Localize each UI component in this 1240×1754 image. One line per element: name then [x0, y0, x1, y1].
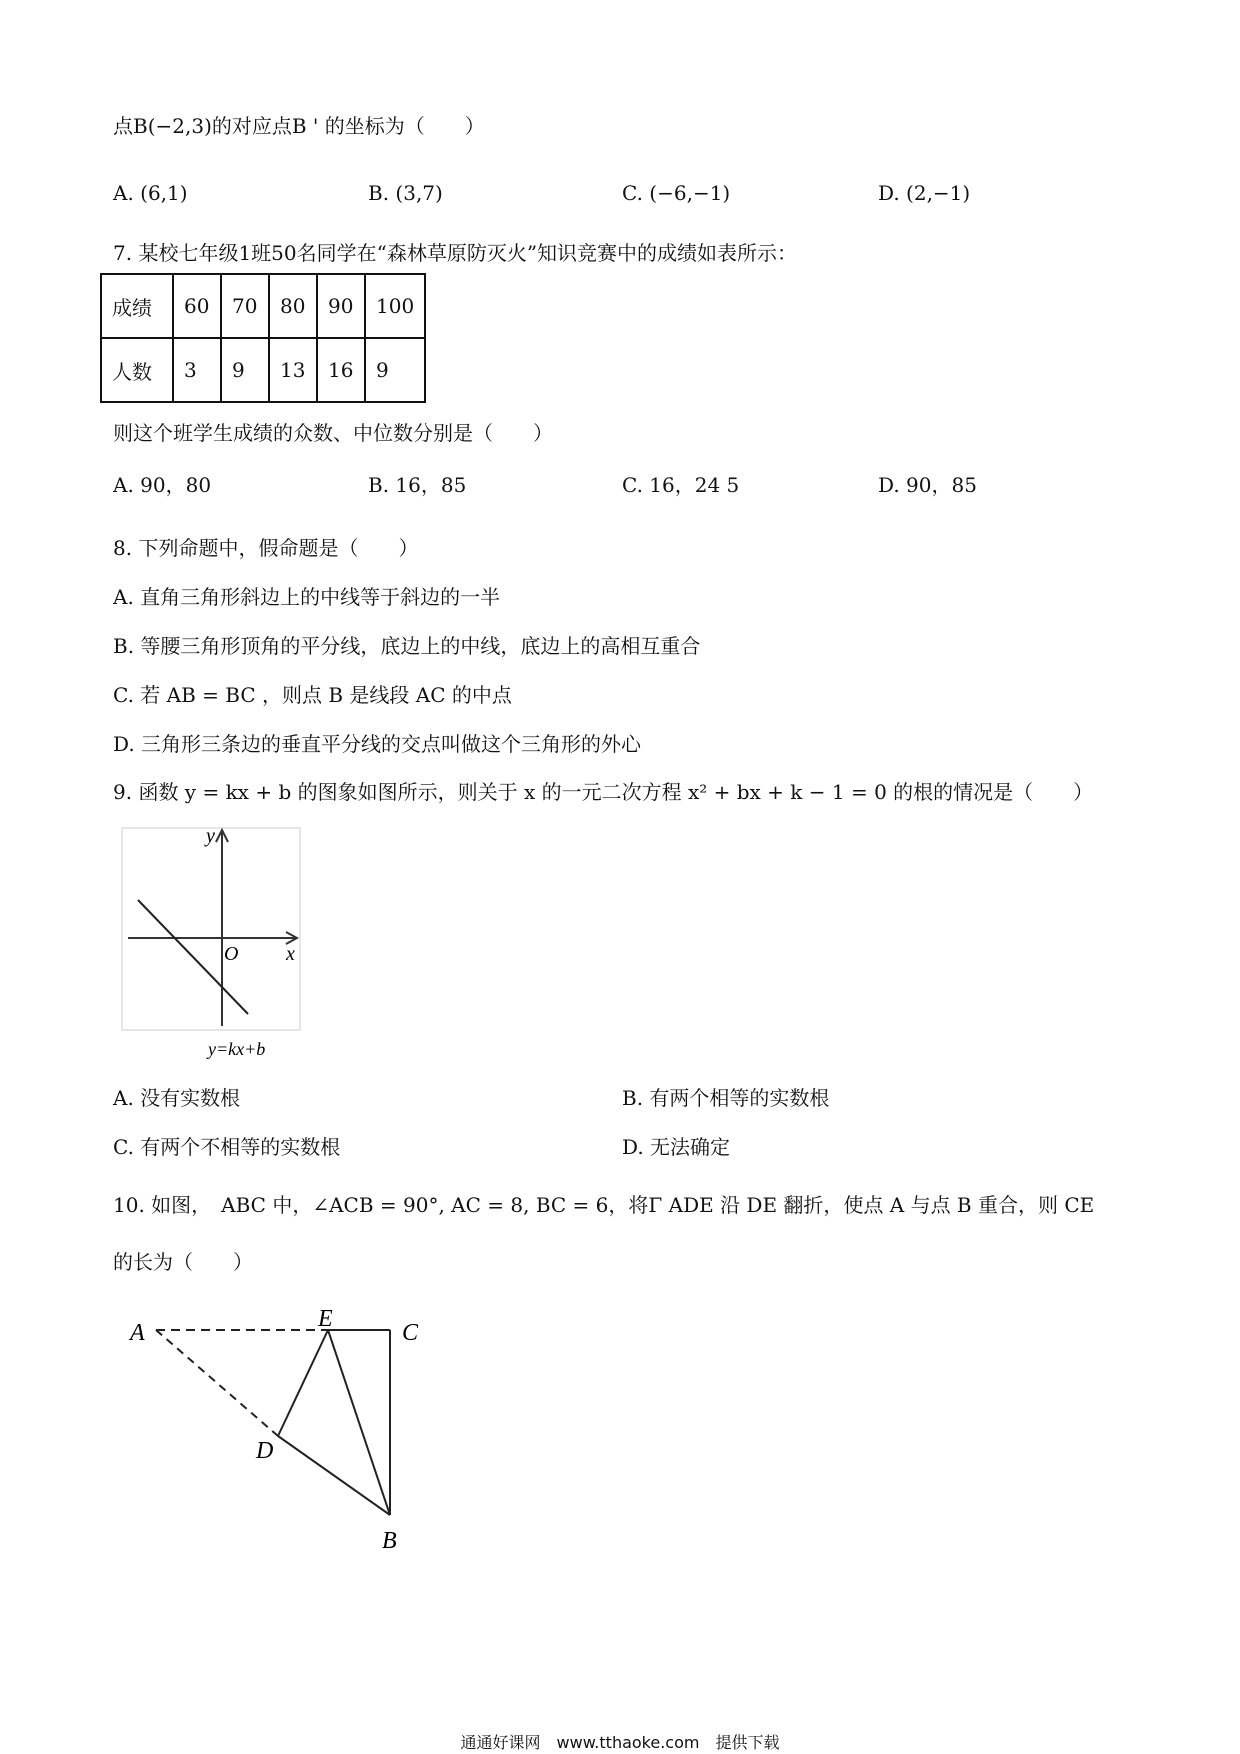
graph-frame [122, 828, 300, 1030]
q7-option-b: B. 16，85 [368, 473, 467, 497]
q6-option-d: D. (2,−1) [878, 181, 971, 205]
table-cell: 13 [269, 338, 317, 402]
q9-option-d: D. 无法确定 [622, 1135, 731, 1159]
table-cell: 人数 [101, 338, 173, 402]
q9-option-c: C. 有两个不相等的实数根 [113, 1135, 341, 1159]
x-axis-label: x [286, 943, 295, 965]
segment-ad-dashed [156, 1330, 278, 1436]
q8-option-d: D. 三角形三条边的垂直平分线的交点叫做这个三角形的外心 [113, 732, 642, 756]
point-e-label: E [318, 1306, 333, 1332]
point-a-label: A [130, 1320, 145, 1346]
table-cell: 16 [317, 338, 365, 402]
graph-caption: y=kx+b [208, 1039, 266, 1059]
table-cell: 100 [365, 274, 425, 338]
table-cell: 60 [173, 274, 221, 338]
page-footer: 通通好课网 www.tthaoke.com 提供下载 [460, 1733, 780, 1752]
segment-eb [328, 1330, 390, 1515]
q7-option-c: C. 16，24 5 [622, 473, 740, 497]
q9-option-b: B. 有两个相等的实数根 [622, 1086, 830, 1110]
table-cell: 成绩 [101, 274, 173, 338]
q6-option-b: B. (3,7) [368, 181, 443, 205]
q7-option-a: A. 90，80 [113, 473, 212, 497]
q7-score-table [100, 273, 426, 403]
table-row [101, 338, 425, 402]
q7-option-d: D. 90，85 [878, 473, 977, 497]
q10-stem: 10. 如图， ABC 中，∠ACB = 90°, AC = 8, BC = 6，将Γ ADE 沿 DE 翻折，使点 A 与点 B 重合，则 CE [113, 1193, 1095, 1217]
table-cell: 3 [173, 338, 221, 402]
q6-option-c: C. (−6,−1) [622, 181, 731, 205]
table-row [101, 274, 425, 338]
table-cell: 70 [221, 274, 269, 338]
table-cell: 9 [365, 338, 425, 402]
point-d-label: D [256, 1438, 274, 1464]
y-axis-label: y [206, 825, 215, 847]
table-cell: 9 [221, 338, 269, 402]
table-cell: 90 [317, 274, 365, 338]
table-cell: 80 [269, 274, 317, 338]
origin-label: O [224, 943, 239, 965]
q10-triangle-figure [120, 1300, 440, 1570]
q6-option-a: A. (6,1) [113, 181, 188, 205]
q9-stem: 9. 函数 y = kx + b 的图象如图所示，则关于 x 的一元二次方程 x² + bx + k − 1 = 0 的根的情况是（ ） [113, 780, 1094, 804]
point-c-label: C [402, 1320, 419, 1346]
q8-option-a: A. 直角三角形斜边上的中线等于斜边的一半 [113, 585, 501, 609]
q9-linear-function-graph [118, 820, 308, 1065]
q8-option-b: B. 等腰三角形顶角的平分线，底边上的中线，底边上的高相互重合 [113, 634, 701, 658]
point-b-label: B [382, 1528, 397, 1554]
segment-ed [278, 1330, 328, 1436]
q7-question: 则这个班学生成绩的众数、中位数分别是（ ） [113, 421, 553, 445]
q8-option-c: C. 若 AB = BC ，则点 B 是线段 AC 的中点 [113, 683, 512, 707]
q6-continuation: 点B(−2,3)的对应点B ' 的坐标为（ ） [113, 114, 485, 138]
q10-stem-continued: 的长为（ ） [113, 1250, 253, 1274]
q8-stem: 8. 下列命题中，假命题是（ ） [113, 536, 419, 560]
q7-stem: 7. 某校七年级1班50名同学在“森林草原防灭火”知识竞赛中的成绩如表所示： [113, 241, 798, 265]
q9-option-a: A. 没有实数根 [113, 1086, 241, 1110]
segment-db [278, 1436, 390, 1515]
